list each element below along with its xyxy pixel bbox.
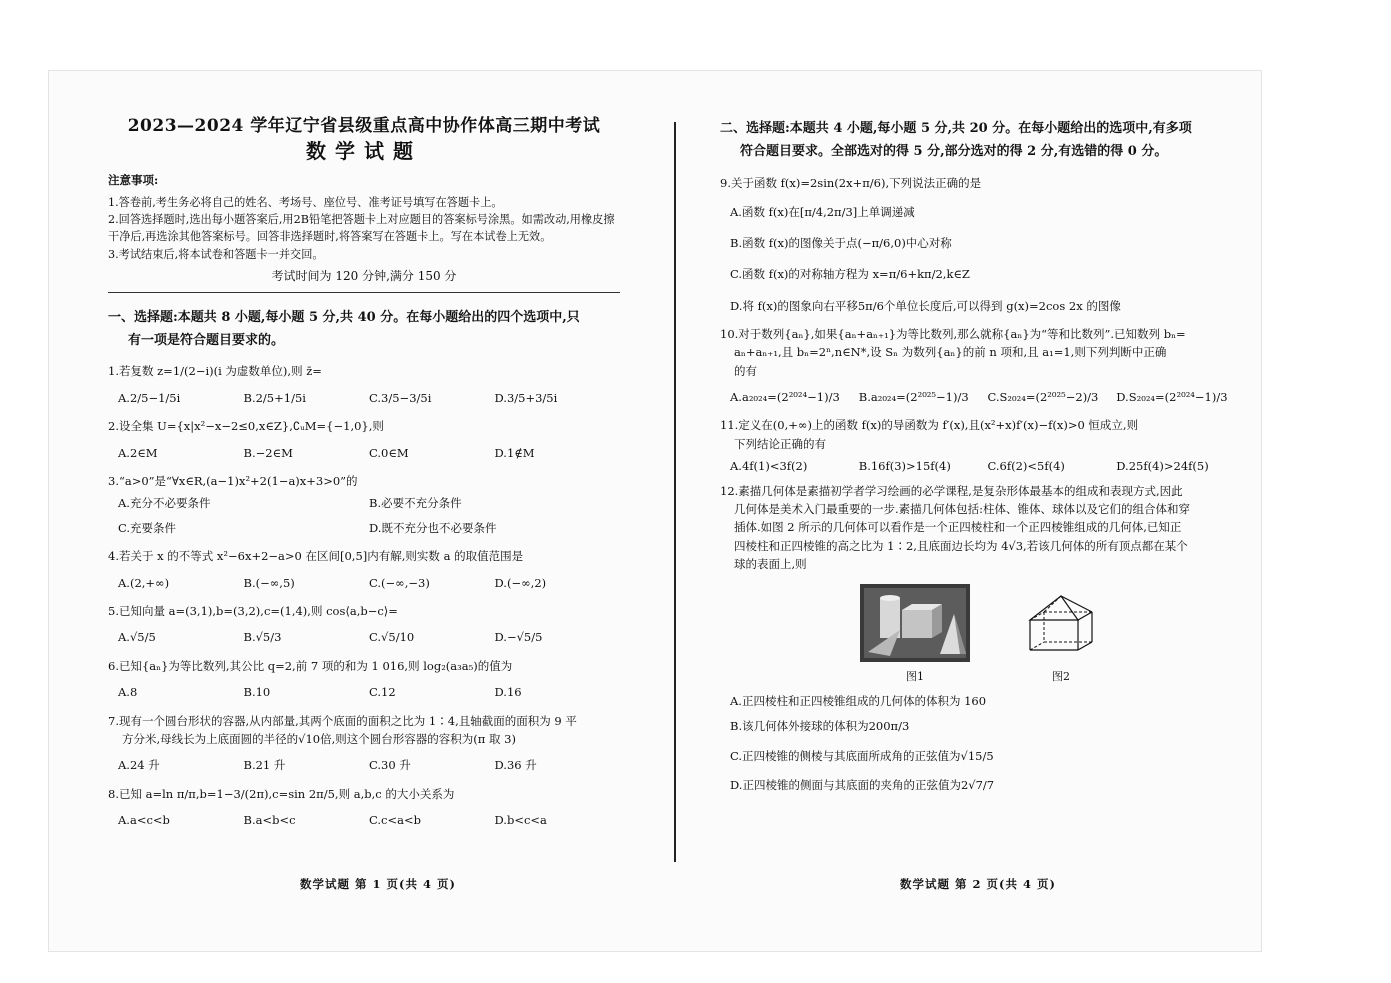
section-2-line-1: 二、选择题:本题共 4 小题,每小题 5 分,共 20 分。在每小题给出的选项中,有多项	[720, 121, 1192, 136]
question-3	[108, 472, 620, 537]
option-c: C.(−∞,−3)	[369, 575, 430, 590]
question-10	[720, 325, 1245, 407]
section-1-heading	[108, 307, 620, 353]
option-b: B.必要不充分条件	[369, 496, 462, 511]
option-a: A.a₂₀₂₄=(2²⁰²⁴−1)/3	[730, 390, 840, 405]
question-stem-continued: 几何体是美术入门最重要的一步.素描几何体包括:柱体、锥体、球体以及它们的组合体和穿	[734, 502, 1191, 517]
figure-1-label: 图1	[906, 669, 924, 683]
exam-subject: 数学试题	[306, 139, 422, 163]
exam-title: 2023—2024 学年辽宁省县级重点高中协作体高三期中考试	[127, 116, 601, 136]
question-7	[108, 712, 620, 775]
question-stem: 7.现有一个圆台形状的容器,从内部量,其两个底面的面积之比为 1∶4,且轴截面的面积为 9 平	[108, 713, 577, 728]
figure-2-label: 图2	[1052, 669, 1070, 683]
question-8	[108, 785, 620, 830]
question-stem-continued: 下列结论正确的有	[734, 436, 826, 451]
option-b: B.a₂₀₂₄=(2²⁰²⁵−1)/3	[858, 390, 969, 405]
question-stem: 9.关于函数 f(x)=2sin(2x+π/6),下列说法正确的是	[720, 175, 982, 190]
option-d: D.既不充分也不必要条件	[369, 520, 497, 535]
note-1: 1.答卷前,考生务必将自己的姓名、考场号、座位号、准考证号填写在答题卡上。	[108, 195, 503, 209]
option-c: C.0∈M	[369, 445, 409, 460]
left-page-footer: 数学试题 第 1 页(共 4 页)	[300, 877, 456, 891]
question-stem: 1.若复数 z=1/(2−i)(i 为虚数单位),则 z̄=	[108, 364, 322, 379]
question-1	[108, 362, 620, 407]
option-c: C.30 升	[369, 758, 411, 773]
question-11	[720, 416, 1245, 475]
section-2-line-2: 符合题目要求。全部选对的得 5 分,部分选对的得 2 分,有选错的得 0 分。	[740, 143, 1168, 159]
option-b: B.10	[243, 685, 271, 700]
left-page	[108, 118, 620, 829]
option-a: A.(2,+∞)	[118, 575, 170, 590]
option-a: A.正四棱柱和正四棱锥组成的几何体的体积为 160	[730, 694, 987, 709]
option-a: A.函数 f(x)在[π/4,2π/3]上单调递减	[730, 204, 915, 219]
header-rule	[108, 292, 620, 293]
option-c: C.3/5−3/5i	[369, 390, 432, 405]
notes-heading: 注意事项:	[108, 173, 159, 187]
option-d: D.3/5+3/5i	[494, 390, 558, 405]
question-12	[720, 482, 1245, 795]
figures	[720, 584, 1245, 686]
right-page-footer: 数学试题 第 2 页(共 4 页)	[900, 877, 1056, 891]
option-b: B.函数 f(x)的图像关于点(−π/6,0)中心对称	[730, 236, 952, 251]
option-d: D.正四棱锥的侧面与其底面的夹角的正弦值为2√7/7	[730, 777, 995, 792]
option-d: D.36 升	[494, 758, 537, 773]
question-6	[108, 657, 620, 702]
option-b: B.16f(3)>15f(4)	[858, 459, 951, 474]
question-stem-continued: 的有	[734, 363, 757, 378]
option-d: D.−√5/5	[494, 630, 543, 645]
question-stem-continued: 球的表面上,则	[734, 557, 807, 572]
prism-pyramid-diagram	[1026, 592, 1096, 662]
question-5	[108, 602, 620, 647]
page-divider	[674, 122, 676, 862]
question-4	[108, 547, 620, 592]
question-9	[720, 174, 1245, 315]
option-a: A.2/5−1/5i	[118, 390, 181, 405]
option-c: C.S₂₀₂₄=(2²⁰²⁵−2)/3	[987, 390, 1099, 405]
question-stem-continued: aₙ+aₙ₊₁,且 bₙ=2ⁿ,n∈N*,设 Sₙ 为数列{aₙ}的前 n 项和,且 a₁=1,则下列判断中正确	[734, 345, 1167, 360]
option-a: A.a<c<b	[118, 813, 170, 828]
question-stem: 2.设全集 U={x|x²−x−2≤0,x∈Z},∁ᵤM={−1,0},则	[108, 419, 384, 434]
section-1-line-2: 有一项是符合题目要求的。	[128, 332, 285, 348]
question-stem: 10.对于数列{aₙ},如果{aₙ+aₙ₊₁}为等比数列,那么就称{aₙ}为“等和比数列”.已知数列 bₙ=	[720, 326, 1186, 341]
option-a: A.8	[118, 685, 138, 700]
question-stem: 3.“a>0”是“∀x∈R,(a−1)x²+2(1−a)x+3>0”的	[108, 474, 358, 488]
option-c: C.正四棱锥的侧棱与其底面所成角的正弦值为√15/5	[730, 748, 994, 763]
option-c: C.c<a<b	[369, 813, 421, 828]
option-b: B.a<b<c	[243, 813, 296, 828]
option-a: A.4f(1)<3f(2)	[730, 459, 808, 474]
option-b: B.2/5+1/5i	[243, 390, 306, 405]
option-b: B.(−∞,5)	[243, 575, 295, 590]
note-3: 3.考试结束后,将本试卷和答题卡一并交回。	[108, 247, 324, 261]
option-d: D.S₂₀₂₄=(2²⁰²⁴−1)/3	[1116, 390, 1228, 405]
question-stem-continued: 四棱柱和正四棱锥的高之比为 1∶2,且底面边长均为 4√3,若该几何体的所有顶点都在某个	[734, 538, 1188, 553]
question-stem: 12.素描几何体是素描初学者学习绘画的必学课程,是复杂形体最基本的组成和表现方式,因此	[720, 483, 1183, 498]
option-c: C.12	[369, 685, 396, 700]
section-1-line-1: 一、选择题:本题共 8 小题,每小题 5 分,共 40 分。在每小题给出的四个选项中,只	[108, 309, 580, 325]
option-a: A.24 升	[118, 758, 160, 773]
question-stem: 5.已知向量 a=(3,1),b=(3,2),c=(1,4),则 cos⟨a,b−c⟩=	[108, 603, 398, 618]
question-stem: 11.定义在(0,+∞)上的函数 f(x)的导函数为 f′(x),且(x²+x)f′(x)−f(x)>0 恒成立,则	[720, 418, 1139, 433]
exam-time: 考试时间为 120 分钟,满分 150 分	[271, 268, 457, 283]
question-stem: 6.已知{aₙ}为等比数列,其公比 q=2,前 7 项的和为 1 016,则 log₂(a₃a₅)的值为	[108, 658, 513, 673]
option-d: D.(−∞,2)	[494, 575, 547, 590]
option-b: B.21 升	[243, 758, 286, 773]
question-stem-continued: 方分米,母线长为上底面圆的半径的√10倍,则这个圆台形容器的容积为(π 取 3)	[122, 731, 516, 746]
option-a: A.充分不必要条件	[118, 496, 211, 511]
option-d: D.1∉M	[494, 445, 535, 460]
figure-1	[860, 584, 970, 686]
option-c: C.6f(2)<5f(4)	[987, 459, 1065, 474]
option-b: B.√5/3	[243, 630, 282, 645]
sketch-geometry-photo	[860, 584, 970, 662]
section-2-heading	[720, 118, 1245, 164]
question-stem-continued: 插体.如图 2 所示的几何体可以看作是一个正四棱柱和一个正四棱锥组成的几何体,已知正	[734, 520, 1182, 535]
option-d: D.16	[494, 685, 522, 700]
option-c: C.√5/10	[369, 630, 415, 645]
option-b: B.该几何体外接球的体积为200π/3	[730, 719, 910, 734]
option-a: A.2∈M	[118, 445, 158, 460]
option-d: D.将 f(x)的图象向右平移5π/6个单位长度后,可以得到 g(x)=2cos 2x 的图像	[730, 298, 1121, 313]
note-item	[108, 194, 620, 263]
option-d: D.25f(4)>24f(5)	[1116, 459, 1209, 474]
note-2: 2.回答选择题时,选出每小题答案后,用2B铅笔把答题卡上对应题目的答案标号涂黑。如需改动,用橡皮擦干净后,再选涂其他答案标号。回答非选择题时,将答案写在答题卡上。写在本试卷上无效。	[108, 212, 615, 244]
option-c: C.充要条件	[118, 520, 177, 535]
option-b: B.−2∈M	[243, 445, 293, 460]
question-stem: 4.若关于 x 的不等式 x²−6x+2−a>0 在区间[0,5]内有解,则实数 a 的取值范围是	[108, 549, 524, 564]
option-d: D.b<c<a	[494, 813, 547, 828]
question-2	[108, 417, 620, 462]
option-c: C.函数 f(x)的对称轴方程为 x=π/6+kπ/2,k∈Z	[730, 267, 970, 282]
question-stem: 8.已知 a=ln π/π,b=1−3/(2π),c=sin 2π/5,则 a,b,c 的大小关系为	[108, 786, 455, 801]
option-a: A.√5/5	[118, 630, 156, 645]
figure-2	[1026, 592, 1096, 686]
right-page	[720, 118, 1245, 794]
